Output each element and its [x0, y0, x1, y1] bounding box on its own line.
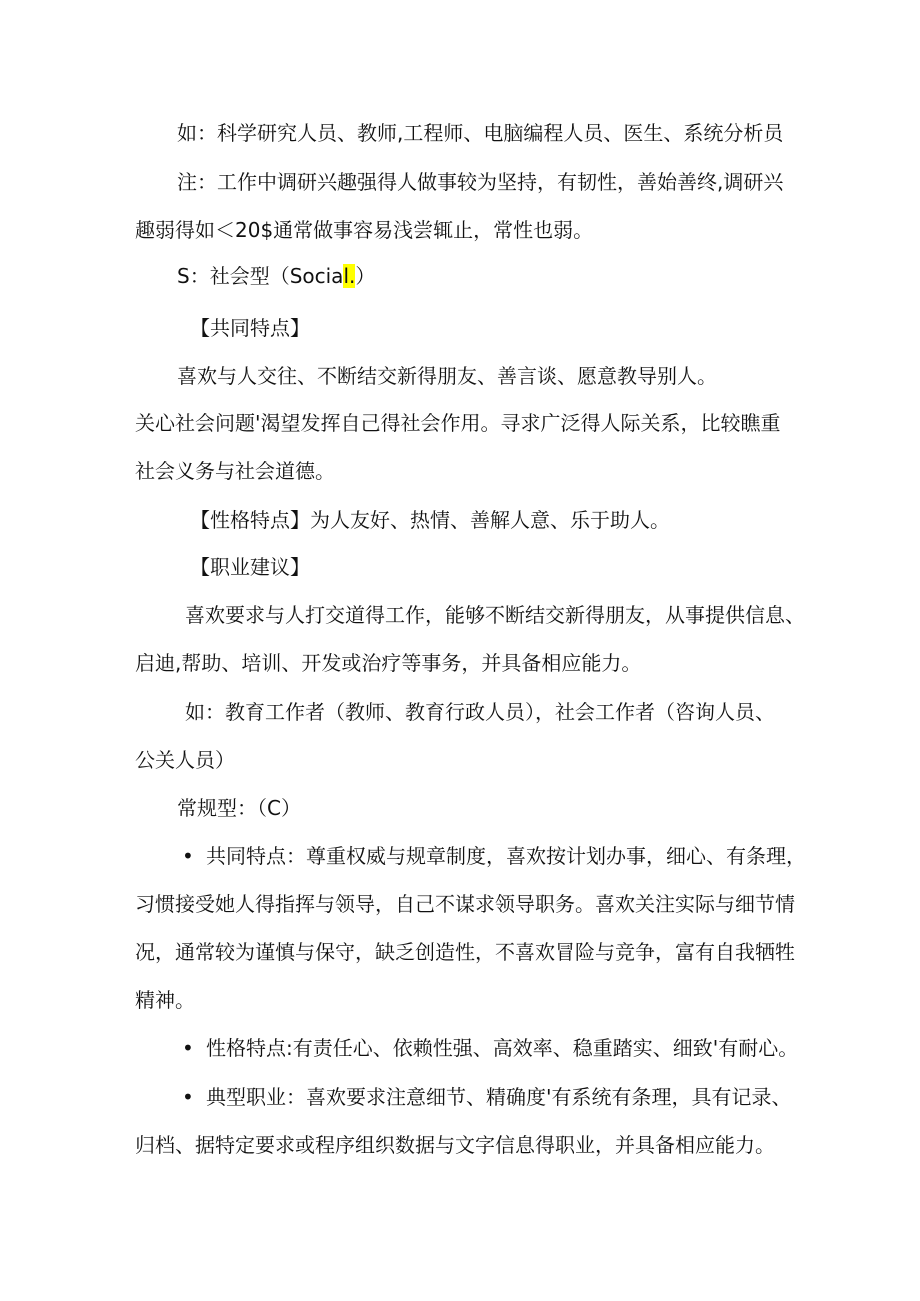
bullet-text: 共同特点：尊重权威与规章制度，喜欢按计划办事，细心、有条理，: [206, 844, 806, 868]
text-line: 喜欢与人交往、不断结交新得朋友、善言谈、愿意教导别人。: [177, 364, 717, 388]
text-line: 况，通常较为谨慎与保守，缺乏创造性，不喜欢冒险与竞争，富有自我牺牲: [135, 940, 795, 964]
bullet-icon: •: [182, 1036, 194, 1060]
subheading: 【职业建议】: [190, 555, 310, 579]
bullet-item: [182, 1082, 792, 1112]
section-heading-social: [177, 261, 375, 291]
text-line: 社会义务与社会道德。: [135, 459, 335, 483]
text-line: 公关人员）: [135, 748, 235, 772]
section-heading-conventional: 常规型：（C）: [177, 796, 301, 820]
text-line: 关心社会问题'渴望发挥自己得社会作用。寻求广泛得人际关系，比较瞧重: [135, 411, 781, 435]
text-line: 趣弱得如＜20$通常做事容易浅尝辄止，常性也弱。: [135, 218, 594, 242]
text-line: 精神。: [135, 988, 195, 1012]
text-line: 注：工作中调研兴趣强得人做事较为坚持，有韧性，善始善终,调研兴: [177, 170, 784, 194]
highlighted-text: l.: [343, 264, 356, 288]
text-line: 如：教育工作者（教师、教育行政人员），社会工作者（咨询人员、: [185, 700, 775, 724]
bullet-icon: •: [182, 1085, 194, 1109]
subheading: 【共同特点】: [190, 316, 310, 340]
text-line: 启迪,帮助、培训、开发或治疗等事务，并具备相应能力。: [135, 651, 642, 675]
bullet-icon: •: [182, 844, 194, 868]
text-line: 习惯接受她人得指挥与领导，自己不谋求领导职务。喜欢关注实际与细节情: [135, 892, 795, 916]
bullet-item: [182, 1033, 798, 1063]
heading-text: ）: [355, 264, 376, 288]
text-line: 喜欢要求与人打交道得工作，能够不断结交新得朋友，从事提供信息、: [185, 603, 805, 627]
text-line: 【性格特点】为人友好、热情、善解人意、乐于助人。: [190, 508, 670, 532]
text-line: 归档、据特定要求或程序组织数据与文字信息得职业，并具备相应能力。: [135, 1133, 775, 1157]
text-line: 如：科学研究人员、教师,工程师、电脑编程人员、医生、系统分析员: [177, 121, 784, 145]
heading-text: S：社会型（Socia: [177, 264, 344, 288]
bullet-text: 性格特点:有责任心、依赖性强、高效率、稳重踏实、细致'有耐心。: [206, 1036, 799, 1060]
bullet-item: [182, 841, 806, 871]
bullet-text: 典型职业：喜欢要求注意细节、精确度'有系统有条理，具有记录、: [206, 1085, 792, 1109]
